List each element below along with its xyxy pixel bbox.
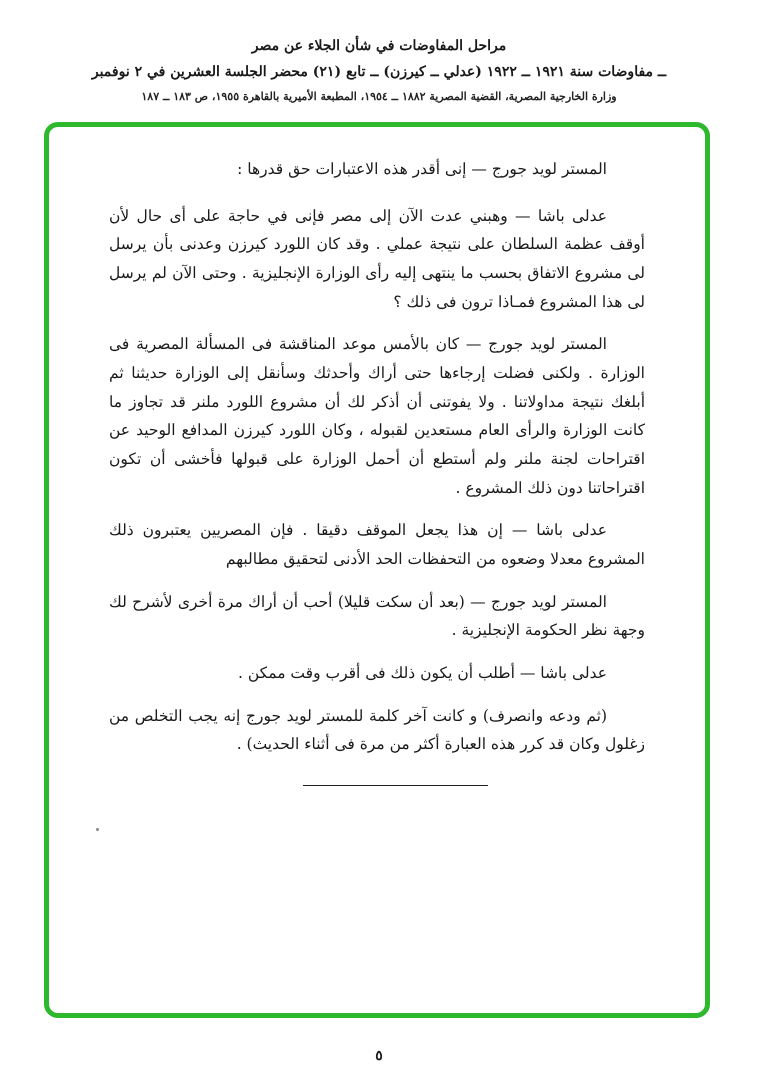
- green-highlight-frame: [44, 122, 710, 1018]
- scan-artifact-dot: [96, 828, 99, 831]
- page-number: ٥: [375, 1048, 383, 1064]
- section-divider-line: [303, 785, 488, 786]
- paragraph-lloyd-george-3: المستر لويد جورج — (بعد أن سكت قليلا) أحب أن أراك مرة أخرى لأشرح لك وجهة نظر الحكومة الإنجليزية .: [109, 592, 645, 640]
- page-header: [0, 38, 758, 103]
- document-title: مراحل المفاوضات في شأن الجلاء عن مصر: [251, 38, 507, 54]
- paragraph-lloyd-george-1: المستر لويد جورج — إنى أقدر هذه الاعتبارات حق قدرها :: [237, 160, 607, 178]
- paragraph-adly-pasha-3: عدلى باشا — أطلب أن يكون ذلك فى أقرب وقت ممكن .: [238, 664, 607, 683]
- document-body: [49, 127, 705, 786]
- paragraph-adly-pasha-2: عدلى باشا — إن هذا يجعل الموقف دقيقا . فإن المصريين يعتبرون ذلك المشروع معدلا وضعوه من التحفظات الحد الأدنى لتحقيق مطالبهم: [109, 521, 645, 569]
- document-source-line: وزارة الخارجية المصرية، القضية المصرية ١٨٨٢ ــ ١٩٥٤، المطبعة الأميرية بالقاهرة ١٩٥٥، ص ١٨٣ ــ ١٨٧: [141, 90, 617, 103]
- paragraph-lloyd-george-2: المستر لويد جورج — كان بالأمس موعد المناقشة فى المسألة المصرية فى الوزارة . ولكنى فضلت إرجاءها حتى أراك وأحدثك وسأنقل إلى الوزارة حديثنا ثم أبلغك نتيجة مداولاتنا . ولا يفوتنى أن أذكر لك أن مشروع اللورد ملنر قد تجاوز ما كانت الوزارة والرأى العام مستعدين لقبوله ، وكان اللورد كيرزن المدافع الوحيد عن اقتراحات لجنة ملنر ولم أستطع أن أحمل الوزارة على قبولها فأخشى أن تكون اقتراحاتنا دون ذلك المشروع .: [109, 335, 645, 497]
- paragraph-adly-pasha-1: عدلى باشا — وهبني عدت الآن إلى مصر فإنى في حاجة على أى حال لأن أوقف عظمة السلطان على نتيجة عملي . وقد كان اللورد كيرزن وعدنى بأن يرسل لى مشروع الاتفاق بحسب ما ينتهى إليه رأى الوزارة الإنجليزية . وحتى الآن لم يرسل لى هذا المشروع فمـاذا ترون فى ذلك ؟: [109, 206, 645, 311]
- paragraph-closing-note: (ثم ودعه وانصرف) و كانت آخر كلمة للمستر لويد جورج إنه يجب التخلص من زغلول وكان قد كرر هذه العبارة أكثر من مرة فى أثناء الحديث) .: [109, 706, 645, 754]
- document-subtitle: ــ مفاوضات سنة ١٩٢١ ــ ١٩٢٢ (عدلي ــ كيرزن) ــ تابع (٢١) محضر الجلسة العشرين في ٢ نوفمبر: [91, 64, 667, 80]
